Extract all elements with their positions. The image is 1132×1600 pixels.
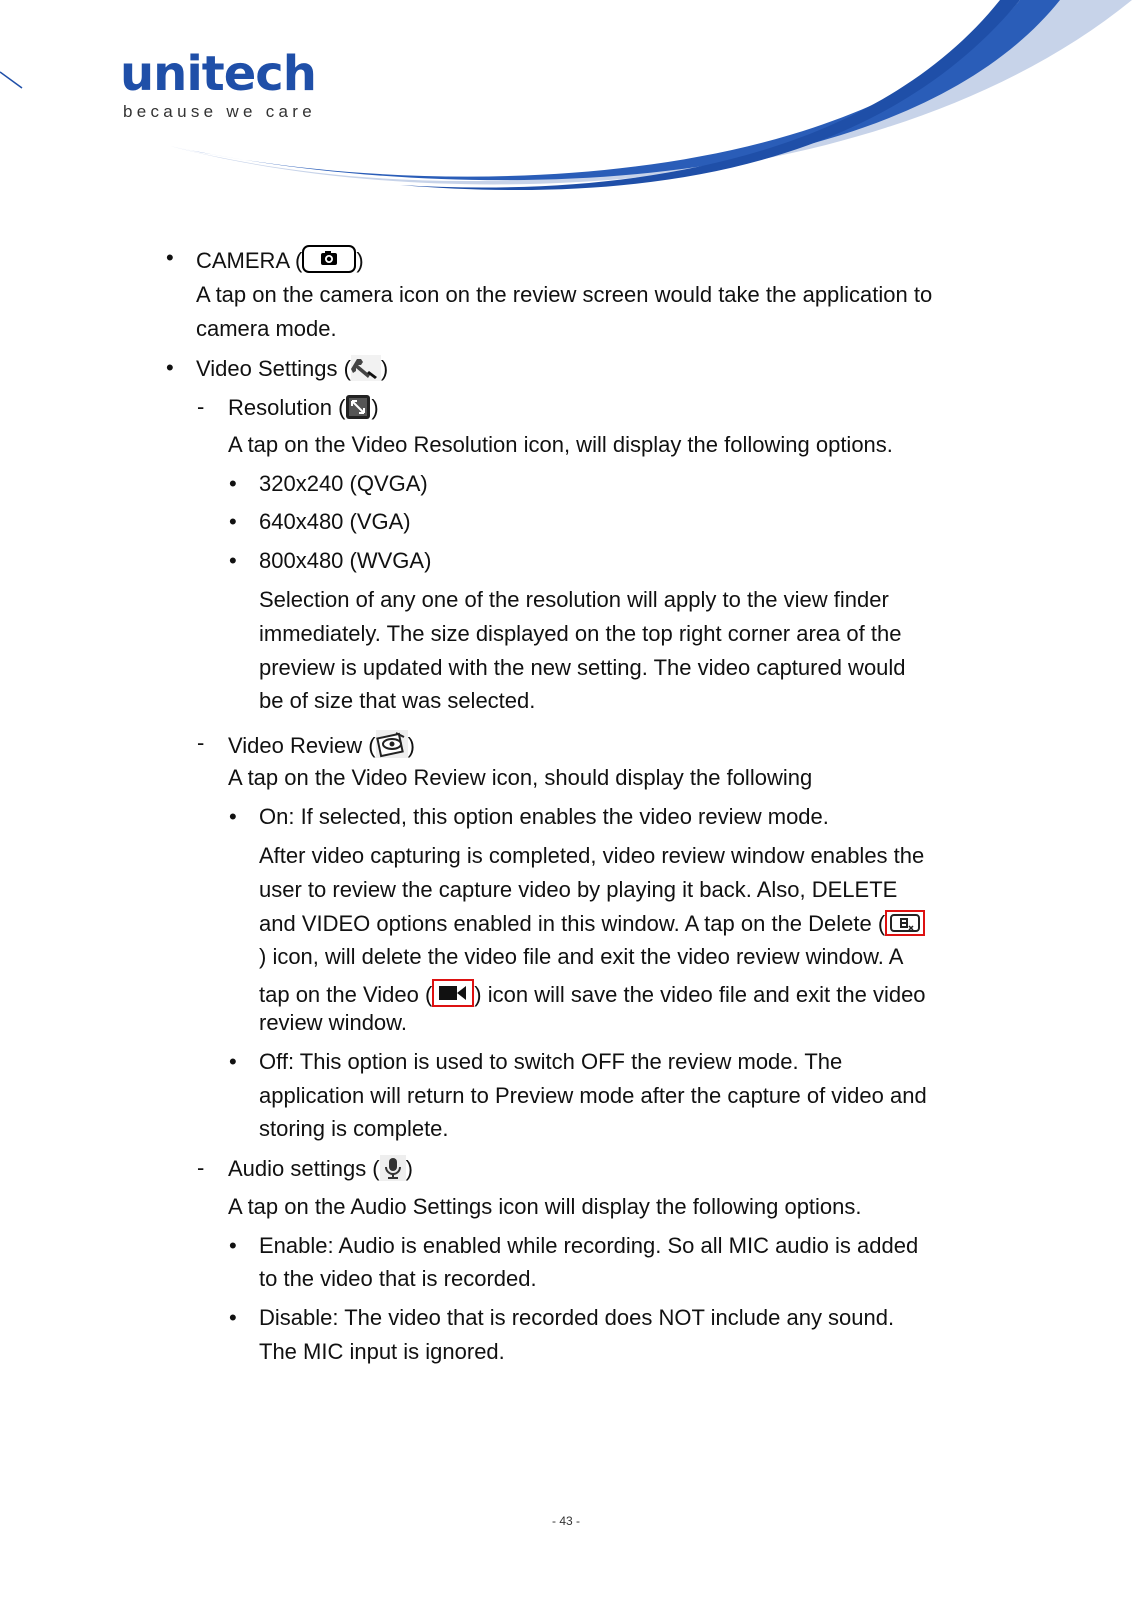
review-after-6: review window.	[259, 1010, 407, 1035]
bullet: •	[229, 1049, 237, 1074]
audio-heading	[228, 1155, 413, 1182]
video-settings-label: Video Settings (	[196, 356, 351, 381]
unitech-logo	[120, 48, 316, 122]
resolution-label-close: )	[371, 395, 379, 420]
audio-enable-1: Enable: Audio is enabled while recording. So all MIC audio is added	[259, 1233, 919, 1258]
bullet: •	[166, 245, 174, 270]
delete-icon	[885, 910, 925, 936]
resolution-note-3: preview is updated with the new setting. The video captured would	[259, 655, 906, 680]
video-review-desc: A tap on the Video Review icon, should display the following	[228, 765, 813, 790]
review-after-5-text: tap on the Video (	[259, 982, 433, 1007]
audio-disable-1: Disable: The video that is recorded does NOT include any sound.	[259, 1305, 895, 1330]
bullet: •	[166, 355, 174, 380]
resolution-icon	[345, 394, 371, 420]
resolution-note-1: Selection of any one of the resolution will apply to the view finder	[259, 587, 889, 612]
camera-heading	[196, 245, 364, 274]
camera-desc-1: A tap on the camera icon on the review screen would take the application to	[196, 282, 933, 307]
dash: -	[197, 730, 205, 755]
audio-enable-2: to the video that is recorded.	[259, 1266, 537, 1291]
review-after-3-text: and VIDEO options enabled in this window. A tap on the Delete (	[259, 911, 886, 936]
review-after-4: ) icon, will delete the video file and exit the video review window. A	[259, 944, 904, 969]
video-review-label-close: )	[407, 733, 415, 758]
review-after-5-end: ) icon will save the video file and exit the video	[474, 982, 926, 1007]
review-after-2: user to review the capture video by playing it back. Also, DELETE	[259, 877, 898, 902]
video-settings-label-close: )	[380, 356, 389, 381]
resolution-note-2: immediately. The size displayed on the top right corner area of the	[259, 621, 902, 646]
bullet: •	[229, 1305, 237, 1330]
video-review-icon	[376, 730, 408, 758]
camera-desc-2: camera mode.	[196, 316, 337, 341]
review-on-text: On: If selected, this option enables the video review mode.	[259, 804, 829, 829]
resolution-option: 800x480 (WVGA)	[259, 548, 432, 573]
video-review-label: Video Review (	[228, 733, 376, 758]
video-camera-icon	[432, 979, 474, 1007]
resolution-desc: A tap on the Video Resolution icon, will display the following options.	[228, 432, 893, 457]
review-off-2: application will return to Preview mode after the capture of video and	[259, 1083, 927, 1108]
review-after-3	[259, 910, 925, 937]
bullet: •	[229, 804, 237, 829]
review-after-5	[259, 979, 926, 1008]
review-off-3: storing is complete.	[259, 1116, 449, 1141]
audio-label: Audio settings (	[228, 1156, 380, 1181]
review-off-1: Off: This option is used to switch OFF the review mode. The	[259, 1049, 843, 1074]
page-number: - 43 -	[551, 1514, 580, 1528]
logo-tagline: because we care	[123, 102, 317, 121]
bullet: •	[229, 471, 237, 496]
audio-disable-2: The MIC input is ignored.	[259, 1339, 505, 1364]
microphone-icon	[380, 1155, 406, 1181]
resolution-label: Resolution (	[228, 395, 346, 420]
audio-label-close: )	[405, 1156, 413, 1181]
resolution-option: 320x240 (QVGA)	[259, 471, 428, 496]
review-after-1: After video capturing is completed, video review window enables the	[259, 843, 925, 868]
resolution-note-4: be of size that was selected.	[259, 688, 536, 713]
resolution-option: 640x480 (VGA)	[259, 509, 411, 534]
dash: -	[197, 1155, 205, 1180]
resolution-heading	[228, 394, 379, 421]
bullet: •	[229, 509, 237, 534]
audio-desc: A tap on the Audio Settings icon will display the following options.	[228, 1194, 862, 1219]
camera-label: CAMERA (	[196, 248, 303, 273]
video-review-heading	[228, 730, 415, 759]
bullet: •	[229, 548, 237, 573]
camera-icon	[302, 245, 356, 273]
bullet: •	[229, 1233, 237, 1258]
video-settings-heading	[196, 355, 388, 382]
dash: -	[197, 394, 205, 419]
camera-label-close: )	[356, 248, 364, 273]
logo-wordmark: unitech	[120, 46, 316, 102]
wrench-icon	[351, 355, 381, 381]
